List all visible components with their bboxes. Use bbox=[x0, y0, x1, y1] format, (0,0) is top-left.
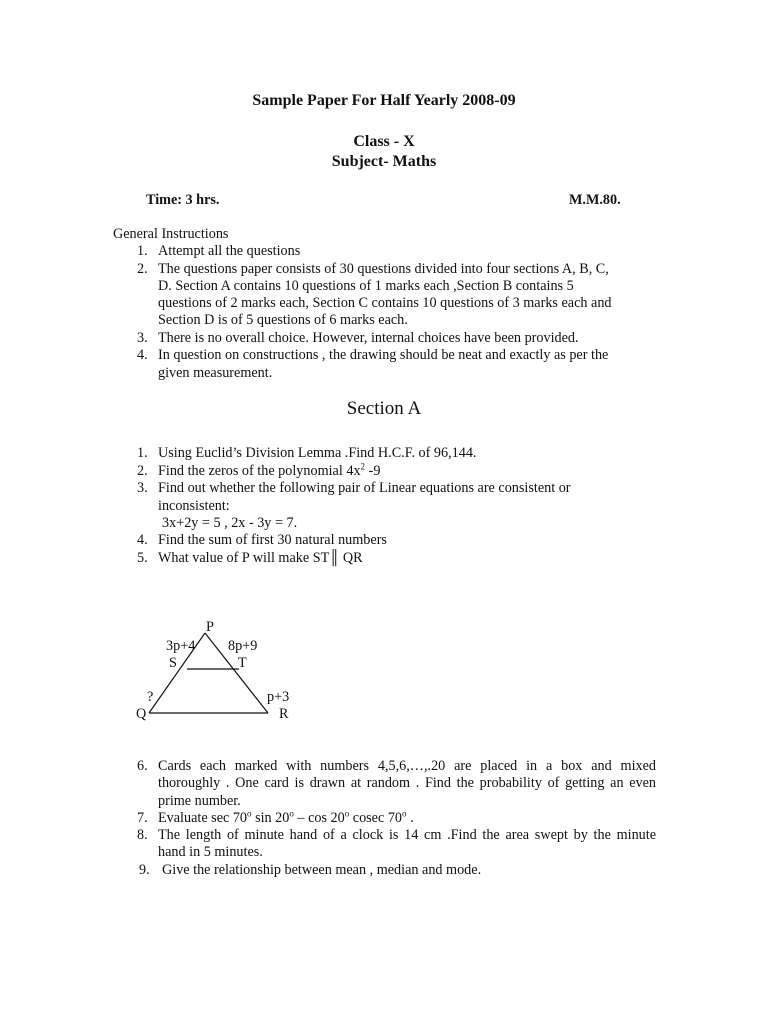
vertex-label-p: P bbox=[206, 619, 214, 635]
question-text: Cards each marked with numbers 4,5,6,…,.20 are placed in a box and mixed bbox=[158, 758, 656, 774]
question-number: 1. bbox=[137, 445, 148, 461]
instruction-number: 1. bbox=[137, 243, 148, 259]
instruction-number: 4. bbox=[137, 347, 148, 363]
instruction-line: There is no overall choice. However, internal choices have been provided. bbox=[158, 330, 579, 346]
question-number: 7. bbox=[137, 810, 148, 826]
vertex-label-t: T bbox=[238, 655, 247, 671]
instruction-number: 3. bbox=[137, 330, 148, 346]
question-number: 3. bbox=[137, 480, 148, 496]
instruction-line: questions of 2 marks each, Section C contains 10 questions of 3 marks each and bbox=[158, 295, 612, 311]
question-text: prime number. bbox=[158, 793, 241, 809]
question-number: 4. bbox=[137, 532, 148, 548]
question-text: Find the sum of first 30 natural numbers bbox=[158, 532, 387, 548]
question-text: Evaluate sec 70$^o$ sin 20$^o$ – cos 20$^o$ cosec 70$^o$ . bbox=[158, 808, 414, 826]
exponent: 2 bbox=[360, 461, 366, 472]
vertex-label-r: R bbox=[279, 706, 289, 722]
time-label: Time: 3 hrs. bbox=[146, 192, 220, 208]
instruction-number: 2. bbox=[137, 261, 148, 277]
question-text: Using Euclid’s Division Lemma .Find H.C.F. of 96,144. bbox=[158, 445, 477, 461]
question-number: 8. bbox=[137, 827, 148, 843]
question-number: 9. bbox=[139, 862, 150, 878]
question-number: 2. bbox=[137, 463, 148, 479]
vertex-label-q: Q bbox=[136, 706, 147, 722]
subject-label: Subject- Maths bbox=[331, 153, 437, 170]
class-label: Class - X bbox=[353, 133, 415, 150]
question-number: 5. bbox=[137, 550, 148, 566]
question-text: thoroughly . One card is drawn at random . Find the probability of getting an even bbox=[158, 775, 656, 791]
instructions-heading: General Instructions bbox=[113, 226, 229, 242]
label-tr: p+3 bbox=[267, 689, 290, 705]
question-number: 6. bbox=[137, 758, 148, 774]
question-text: Find out whether the following pair of Linear equations are consistent or bbox=[158, 480, 571, 496]
question-text: hand in 5 minutes. bbox=[158, 844, 263, 860]
instruction-line: Attempt all the questions bbox=[158, 243, 301, 259]
label-pt: 8p+9 bbox=[228, 638, 258, 654]
instruction-line: given measurement. bbox=[158, 365, 273, 381]
max-marks-label: M.M.80. bbox=[569, 192, 621, 208]
instruction-line: In question on constructions , the drawing should be neat and exactly as per the bbox=[158, 347, 609, 363]
section-a-heading: Section A bbox=[346, 398, 422, 419]
vertex-label-s: S bbox=[169, 655, 177, 671]
paper-title: Sample Paper For Half Yearly 2008-09 bbox=[252, 92, 516, 109]
question-text: inconsistent: bbox=[158, 498, 230, 514]
question-text: Give the relationship between mean , median and mode. bbox=[162, 862, 482, 878]
label-ps: 3p+4 bbox=[166, 638, 196, 654]
question-text: The length of minute hand of a clock is 14 cm .Find the area swept by the minute bbox=[158, 827, 656, 843]
instruction-line: Section D is of 5 questions of 6 marks each. bbox=[158, 312, 408, 328]
label-sq: ? bbox=[147, 689, 154, 705]
instruction-line: The questions paper consists of 30 questions divided into four sections A, B, C, bbox=[158, 261, 609, 277]
question-text: What value of P will make ST║ QR bbox=[158, 550, 363, 566]
equation-pair: 3x+2y = 5 , 2x - 3y = 7. bbox=[162, 515, 298, 531]
question-text: Find the zeros of the polynomial $4x^2$ -9 bbox=[158, 461, 381, 479]
instruction-line: D. Section A contains 10 questions of 1 marks each ,Section B contains 5 bbox=[158, 278, 574, 294]
